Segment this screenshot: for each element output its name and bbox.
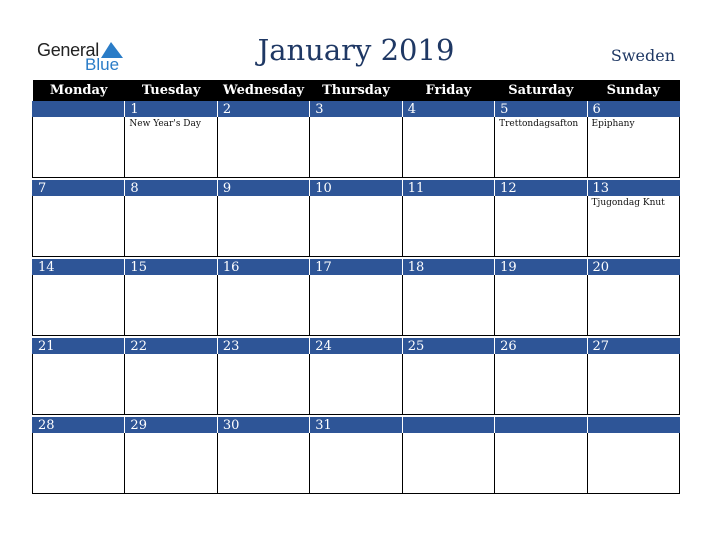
brand-general-text: General	[37, 40, 99, 60]
week-number-row	[33, 417, 680, 433]
day-cell	[217, 196, 309, 257]
day-number: 25	[402, 338, 494, 354]
day-cell	[217, 275, 309, 336]
weekday-header: Monday	[33, 80, 125, 101]
week-number-row	[33, 338, 680, 354]
day-cell	[125, 433, 217, 494]
day-cell	[310, 354, 402, 415]
day-number: 7	[33, 180, 125, 196]
day-cell	[125, 196, 217, 257]
day-cell	[310, 275, 402, 336]
weekday-header: Tuesday	[125, 80, 217, 101]
day-cell	[495, 275, 587, 336]
day-number: 2	[217, 101, 309, 117]
holiday-label: Tjugondag Knut	[591, 198, 665, 208]
day-number: 26	[495, 338, 587, 354]
day-number: 5	[495, 101, 587, 117]
weekday-header: Thursday	[310, 80, 402, 101]
day-cell	[310, 433, 402, 494]
week-number-row	[33, 259, 680, 275]
day-cell	[587, 117, 679, 178]
day-cell	[33, 433, 125, 494]
day-cell	[587, 354, 679, 415]
day-number: 19	[495, 259, 587, 275]
day-cell	[495, 433, 587, 494]
day-number: 13	[587, 180, 679, 196]
week-body-row	[33, 354, 680, 415]
day-cell	[495, 354, 587, 415]
week-body-row	[33, 117, 680, 178]
day-cell	[402, 275, 494, 336]
day-number: 3	[310, 101, 402, 117]
day-number: 6	[587, 101, 679, 117]
day-cell	[33, 275, 125, 336]
week-body-row	[33, 275, 680, 336]
day-cell	[587, 275, 679, 336]
day-cell	[217, 433, 309, 494]
day-cell	[587, 433, 679, 494]
weekday-header: Sunday	[587, 80, 679, 101]
holiday-label: Trettondagsafton	[499, 119, 579, 129]
day-cell	[587, 196, 679, 257]
day-number: 29	[125, 417, 217, 433]
week-body-row	[33, 196, 680, 257]
day-number: 22	[125, 338, 217, 354]
day-number: 9	[217, 180, 309, 196]
day-cell	[402, 354, 494, 415]
day-cell	[33, 354, 125, 415]
weekday-header: Saturday	[495, 80, 587, 101]
day-number	[495, 417, 587, 433]
day-number: 1	[125, 101, 217, 117]
day-number: 23	[217, 338, 309, 354]
day-number: 31	[310, 417, 402, 433]
day-number: 14	[33, 259, 125, 275]
day-cell	[125, 117, 217, 178]
week-number-row	[33, 101, 680, 117]
holiday-label: New Year's Day	[129, 119, 201, 129]
day-cell	[310, 117, 402, 178]
day-cell	[402, 196, 494, 257]
day-cell	[217, 117, 309, 178]
weekday-header-row	[33, 80, 680, 101]
page-title: January 2019	[257, 33, 455, 67]
calendar-grid	[32, 80, 680, 494]
day-cell	[33, 117, 125, 178]
day-number: 18	[402, 259, 494, 275]
day-cell	[310, 196, 402, 257]
day-number: 8	[125, 180, 217, 196]
day-number: 15	[125, 259, 217, 275]
day-number: 30	[217, 417, 309, 433]
day-cell	[402, 433, 494, 494]
day-cell	[402, 117, 494, 178]
day-number: 10	[310, 180, 402, 196]
day-number: 20	[587, 259, 679, 275]
day-number: 17	[310, 259, 402, 275]
day-number: 12	[495, 180, 587, 196]
day-cell	[217, 354, 309, 415]
week-number-row	[33, 180, 680, 196]
week-body-row	[33, 433, 680, 494]
holiday-label: Epiphany	[591, 119, 635, 129]
day-number: 24	[310, 338, 402, 354]
day-cell	[125, 354, 217, 415]
day-number: 16	[217, 259, 309, 275]
brand-blue-text: Blue	[85, 55, 120, 74]
day-number	[587, 417, 679, 433]
day-cell	[125, 275, 217, 336]
day-number	[33, 101, 125, 117]
weekday-header: Wednesday	[217, 80, 309, 101]
day-number: 21	[33, 338, 125, 354]
day-number: 27	[587, 338, 679, 354]
country-label: Sweden	[610, 46, 675, 65]
weekday-header: Friday	[402, 80, 494, 101]
day-number	[402, 417, 494, 433]
day-number: 11	[402, 180, 494, 196]
day-cell	[495, 196, 587, 257]
day-number: 28	[33, 417, 125, 433]
day-number: 4	[402, 101, 494, 117]
day-cell	[495, 117, 587, 178]
day-cell	[33, 196, 125, 257]
